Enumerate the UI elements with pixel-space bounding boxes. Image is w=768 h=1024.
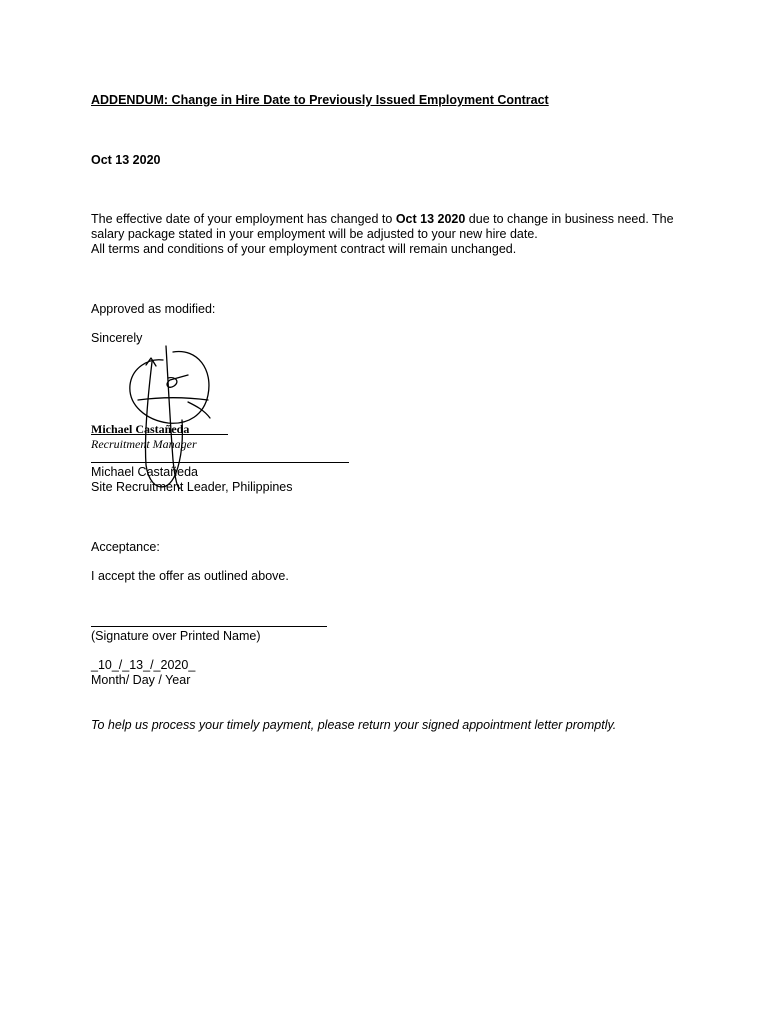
document-date: Oct 13 2020 xyxy=(91,153,161,167)
signature-caption: (Signature over Printed Name) xyxy=(91,629,261,643)
signer-name: Michael Castañeda xyxy=(91,465,199,479)
acceptance-date-value: _10_/_13_/_2020_ xyxy=(91,658,196,672)
closing-text: Sincerely xyxy=(91,331,143,345)
approved-label: Approved as modified: xyxy=(91,302,216,316)
body-line-2: salary package stated in your employment will be adjusted to your new hire date. xyxy=(91,227,538,241)
signer-title: Site Recruitment Leader, Philippines xyxy=(91,480,293,494)
footer-note: To help us process your timely payment, please return your signed appointment letter promptly. xyxy=(91,718,617,732)
stamp-name: Michael Castañeda xyxy=(91,422,190,436)
acceptance-label: Acceptance: xyxy=(91,540,160,554)
body-paragraph xyxy=(91,212,691,257)
handwritten-signature-icon xyxy=(118,340,228,500)
acceptance-date-caption: Month/ Day / Year xyxy=(91,673,191,687)
body-line-1-prefix: The effective date of your employment has changed to xyxy=(91,212,396,226)
acceptance-text: I accept the offer as outlined above. xyxy=(91,569,289,583)
stamp-title: Recruitment Manager xyxy=(91,437,197,451)
body-line-3: All terms and conditions of your employment contract will remain unchanged. xyxy=(91,242,517,256)
acceptance-signature-line xyxy=(91,626,327,627)
body-line-1-bold-date: Oct 13 2020 xyxy=(395,212,466,226)
document-title: ADDENDUM: Change in Hire Date to Previously Issued Employment Contract xyxy=(91,93,549,107)
body-line-1 xyxy=(91,212,691,227)
body-line-1-suffix: due to change in business need. The xyxy=(465,212,674,226)
